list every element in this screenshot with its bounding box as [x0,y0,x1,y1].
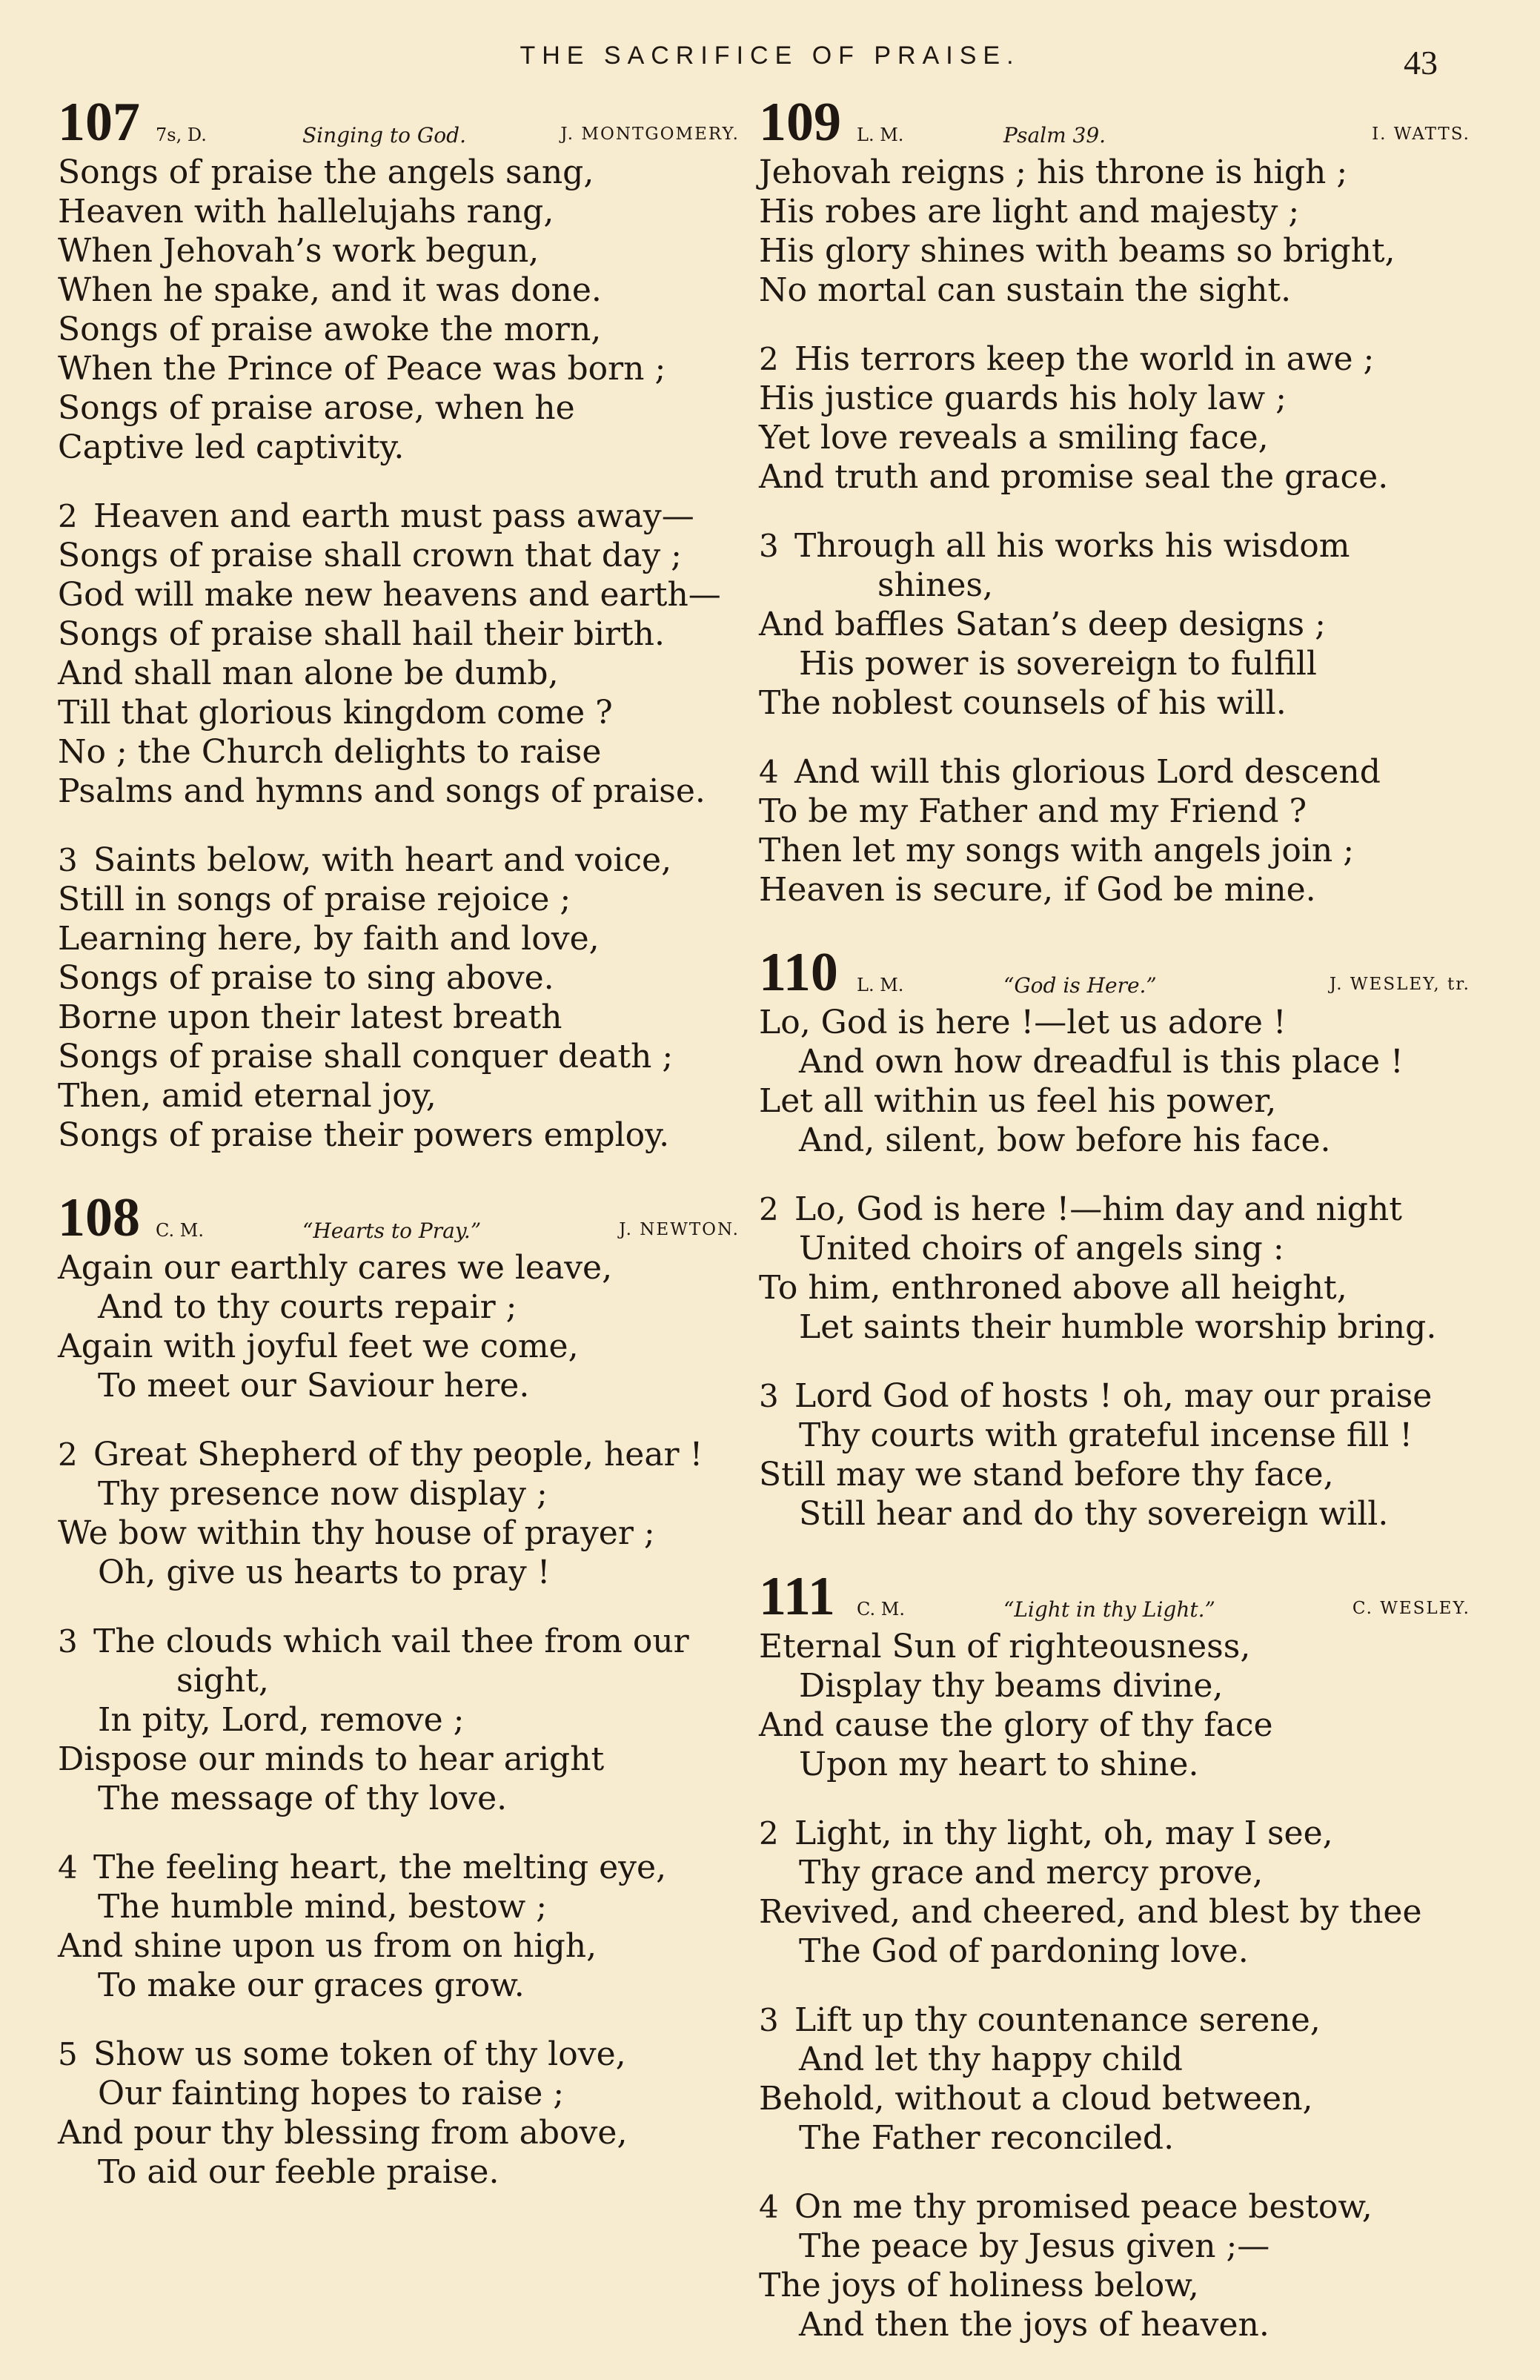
verse-line [759,2001,1470,2040]
page-header [0,42,1540,82]
verse-text: The clouds which vail thee from our [93,1622,689,1660]
verse-line [759,566,1470,605]
verse-text: To make our graces grow. [98,1966,525,2004]
verse [759,752,1470,909]
verse-text: Songs of praise shall hail their birth. [58,615,665,653]
verse-line [759,457,1470,497]
verse-text: Heaven and earth must pass away— [93,497,694,535]
verse-line [759,379,1470,418]
verse [759,1190,1470,1347]
verse-text: United choirs of angels sing : [799,1230,1284,1267]
hymn-number: 110 [759,942,838,1003]
verse [759,1003,1470,1160]
verse-line [58,958,740,998]
verse-text: And let thy happy child [799,2041,1183,2078]
verse-line [759,1666,1470,1706]
verse-line [58,1514,740,1553]
verse [58,1622,740,1818]
verse [58,2035,740,2192]
verse-text: shines, [877,566,993,604]
verse [759,2187,1470,2344]
verse-text: Revived, and cheered, and blest by thee [759,1893,1422,1931]
hymn-header [58,92,740,153]
verse-text: Let saints their humble worship bring. [799,1308,1437,1346]
hymn-number: 107 [58,92,140,153]
verse-number: 4 [759,2189,779,2225]
verse-text: Songs of praise shall crown that day ; [58,537,682,574]
verse-text: His power is sovereign to fulfill [799,645,1317,683]
verse-line [759,153,1470,192]
verse-line [58,693,740,732]
verse-line [759,192,1470,231]
verse-text: And baffles Satan’s deep designs ; [759,606,1326,643]
verse-text: Saints below, with heart and voice, [93,841,672,879]
verse-text: Songs of praise arose, when he [58,389,575,427]
verse-line [58,1366,740,1405]
verse-line [759,1853,1470,1892]
hymn [759,92,1470,909]
hymn-author: C. WESLEY. [1352,1599,1470,1618]
verse-line [58,2074,740,2113]
verse-text: Thy presence now display ; [98,1475,548,1513]
verse-text: Behold, without a cloud between, [759,2080,1313,2118]
verse-text: Light, in thy light, oh, may I see, [794,1814,1333,1852]
verse-text: Thy courts with grateful incense fill ! [799,1416,1413,1454]
hymn [759,1566,1470,2344]
verse-text: Great Shepherd of thy people, hear ! [93,1436,703,1474]
verse-number: 4 [759,754,779,790]
verse-line [759,1494,1470,1534]
verse-text: His glory shines with beams so bright, [759,232,1395,270]
verse [759,526,1470,723]
verse-number: 2 [58,498,78,534]
verse-line [759,1416,1470,1455]
hymn [759,942,1470,1534]
verse-line [759,2079,1470,2118]
verse-line [759,644,1470,683]
verse-line [759,1190,1470,1229]
verse-line [759,1455,1470,1494]
verse-text: Through all his works his wisdom [794,527,1350,565]
page-number: 43 [1404,44,1438,82]
verse-text: Still in songs of praise rejoice ; [58,881,571,918]
verse-text: No mortal can sustain the sight. [759,271,1292,309]
verse-text: And, silent, bow before his face. [799,1121,1331,1159]
verse-text: And shine upon us from on high, [58,1927,597,1965]
verse-line [759,2266,1470,2305]
verse-text: To him, enthroned above all height, [759,1269,1347,1307]
hymn-title: “God is Here.” [1003,973,1157,998]
verse-number: 2 [759,1815,779,1852]
verse-line [759,2118,1470,2158]
hymn-header [58,1187,740,1248]
hymn-header [759,92,1470,153]
verse-text: And shall man alone be dumb, [58,654,559,692]
verse-line [58,271,740,310]
verse-line [58,1848,740,1887]
verse-line [759,752,1470,792]
verse-line [759,2305,1470,2344]
verse-line [58,428,740,467]
verse-line [58,192,740,231]
verse-line [759,683,1470,723]
verse-text: And will this glorious Lord descend [794,753,1381,791]
verse-text: Psalms and hymns and songs of praise. [58,772,706,810]
verse-line [759,1081,1470,1121]
verse-text: Songs of praise their powers employ. [58,1116,670,1154]
verse [58,497,740,811]
verse-line [58,1887,740,1926]
verse-line [58,1661,740,1700]
verse-text: Again our earthly cares we leave, [58,1249,613,1287]
verse-text: Yet love reveals a smiling face, [759,419,1269,457]
verse [58,1248,740,1405]
verse-line [58,575,740,614]
verse-line [58,1037,740,1076]
verse-text: Songs of praise to sing above. [58,959,554,997]
verse [759,2001,1470,2158]
verse-text: The Father reconciled. [799,2119,1175,2157]
verse-text: sight, [176,1662,269,1700]
verse-line [58,880,740,919]
verse-text: The joys of holiness below, [759,2267,1199,2304]
left-column [58,92,740,2227]
verse-line [58,2035,740,2074]
verse-number: 3 [58,1623,78,1660]
verse-text: God will make new heavens and earth— [58,576,721,614]
verse-number: 3 [759,1378,779,1414]
verse-line [58,1740,740,1779]
verse-line [759,339,1470,379]
verse-line [58,310,740,349]
verse-number: 3 [759,2002,779,2038]
verse [759,339,1470,497]
verse-line [759,271,1470,310]
verse-line [58,614,740,654]
verse-text: Let all within us feel his power, [759,1082,1277,1120]
verse [759,1376,1470,1534]
verse-line [759,870,1470,909]
verse-line [759,1003,1470,1042]
verse-line [58,153,740,192]
verse-line [58,1474,740,1514]
right-column [759,92,1470,2380]
verse-text: When he spake, and it was done. [58,271,602,309]
verse-line [58,1327,740,1366]
hymn-author: J. NEWTON. [619,1220,740,1239]
verse-line [58,1622,740,1661]
verse-line [58,1553,740,1592]
hymn-meter: L. M. [857,975,904,995]
verse-line [759,1627,1470,1666]
verse-line [759,2227,1470,2266]
verse-line [759,605,1470,644]
verse-line [759,1814,1470,1853]
verse-text: Heaven with hallelujahs rang, [58,193,554,231]
verse-text: The humble mind, bestow ; [98,1888,548,1926]
verse-line [58,1966,740,2005]
verse-line [58,1248,740,1287]
verse-line [58,919,740,958]
verse-text: Lift up thy countenance serene, [794,2001,1321,2039]
hymn-header [759,1566,1470,1627]
verse-text: And then the joys of heaven. [799,2306,1269,2344]
verse-line [58,841,740,880]
verse-text: Borne upon their latest breath [58,998,562,1036]
verse-number: 3 [58,842,78,878]
verse-text: When the Prince of Peace was born ; [58,350,666,388]
verse-text: Oh, give us hearts to pray ! [98,1554,551,1591]
verse [759,1814,1470,1971]
verse-line [759,2040,1470,2079]
verse-number: 2 [759,1191,779,1227]
verse-line [759,418,1470,457]
verse-line [58,1926,740,1966]
verse-line [58,1435,740,1474]
verse-line [58,2152,740,2192]
hymn-title: Psalm 39. [1003,123,1106,147]
verse-line [759,1745,1470,1784]
hymn-author: J. MONTGOMERY. [560,125,740,144]
verse-text: To aid our feeble praise. [98,2153,499,2191]
hymn-title: Singing to God. [302,123,466,147]
verse-line [759,526,1470,566]
verse-text: Then let my songs with angels join ; [759,832,1355,869]
verse-text: His justice guards his holy law ; [759,379,1287,417]
verse [759,153,1470,310]
verse-line [759,231,1470,271]
verse-text: Captive led captivity. [58,428,405,466]
verse-text: The feeling heart, the melting eye, [93,1849,667,1886]
hymn-meter: C. M. [156,1220,204,1241]
verse-text: His terrors keep the world in awe ; [794,340,1375,378]
verse-text: Upon my heart to shine. [799,1746,1199,1783]
verse-text: Eternal Sun of righteousness, [759,1628,1251,1665]
verse-line [759,1892,1470,1932]
verse-number: 5 [58,2036,78,2072]
verse-line [58,231,740,271]
verse-line [58,1287,740,1327]
verse [58,153,740,467]
hymn-number: 111 [759,1566,835,1627]
verse-text: The noblest counsels of his will. [759,684,1287,722]
verse-text: The peace by Jesus given ;— [799,2227,1270,2265]
hymn-header [759,942,1470,1003]
verse-line [759,1229,1470,1268]
verse-line [759,792,1470,831]
verse-text: To meet our Saviour here. [98,1367,530,1405]
verse-line [759,1307,1470,1347]
hymn-meter: 7s, D. [156,125,207,145]
verse [58,1848,740,2005]
verse-text: Show us some token of thy love, [93,2035,626,2073]
verse-line [58,772,740,811]
verse-text: Lo, God is here !—him day and night [794,1190,1402,1228]
verse-text: And pour thy blessing from above, [58,2114,628,2152]
verse-text: His robes are light and majesty ; [759,193,1300,231]
hymn-title: “Hearts to Pray.” [302,1219,482,1243]
verse-line [759,831,1470,870]
verse-text: When Jehovah’s work begun, [58,232,540,270]
verse-text: And own how dreadful is this place ! [799,1043,1404,1081]
verse-text: And truth and promise seal the grace. [759,458,1389,496]
verse-text: On me thy promised peace bestow, [794,2188,1373,2226]
verse-text: Thy grace and mercy prove, [799,1854,1264,1892]
verse [58,1435,740,1592]
verse-text: Display thy beams divine, [799,1667,1224,1705]
verse-line [58,1076,740,1116]
hymn-meter: C. M. [857,1599,905,1620]
verse-text: To be my Father and my Friend ? [759,792,1307,830]
verse-text: Lo, God is here !—let us adore ! [759,1004,1287,1041]
verse-text: Songs of praise shall conquer death ; [58,1038,674,1075]
verse-line [759,1932,1470,1971]
verse-line [759,1042,1470,1081]
verse-line [58,1700,740,1740]
verse-text: The God of pardoning love. [799,1932,1249,1970]
verse-text: The message of thy love. [98,1780,508,1817]
hymn-meter: L. M. [857,125,904,145]
verse-text: Our fainting hopes to raise ; [98,2075,565,2112]
verse-line [759,1268,1470,1307]
verse-number: 3 [759,528,779,564]
verse-text: Dispose our minds to hear aright [58,1740,605,1778]
verse-line [759,1121,1470,1160]
verse-line [759,1376,1470,1416]
verse-number: 2 [58,1436,78,1473]
verse-line [58,349,740,388]
verse-text: Then, amid eternal joy, [58,1077,437,1115]
verse-text: In pity, Lord, remove ; [98,1701,465,1739]
verse-line [58,998,740,1037]
verse-text: And to thy courts repair ; [98,1288,517,1326]
hymn-author: I. WATTS. [1372,125,1470,144]
hymn [58,1187,740,2192]
verse-line [58,1116,740,1155]
hymn-number: 109 [759,92,841,153]
verse-number: 2 [759,341,779,377]
verse-line [58,2113,740,2152]
hymn-author: J. WESLEY, tr. [1329,975,1470,994]
verse-line [58,654,740,693]
verse-text: Still may we stand before thy face, [759,1456,1334,1494]
verse-line [58,536,740,575]
verse-text: No ; the Church delights to raise [58,733,602,771]
verse-line [58,732,740,772]
verse-text: Lord God of hosts ! oh, may our praise [794,1377,1433,1415]
verse-text: Songs of praise the angels sang, [58,153,594,191]
verse-text: We bow within thy house of prayer ; [58,1514,655,1552]
verse-text: Again with joyful feet we come, [58,1327,579,1365]
verse-text: Still hear and do thy sovereign will. [799,1495,1389,1533]
verse-text: Jehovah reigns ; his throne is high ; [759,153,1348,191]
verse-line [58,1779,740,1818]
hymn-number: 108 [58,1187,140,1248]
verse-text: Till that glorious kingdom come ? [58,694,613,732]
verse [759,1627,1470,1784]
verse-line [759,1706,1470,1745]
verse-number: 4 [58,1849,78,1886]
verse-text: Learning here, by faith and love, [58,920,600,958]
verse-text: Heaven is secure, if God be mine. [759,871,1316,909]
hymn-title: “Light in thy Light.” [1003,1597,1215,1622]
verse [58,841,740,1155]
hymn [58,92,740,1155]
verse-line [58,497,740,536]
verse-text: And cause the glory of thy face [759,1706,1273,1744]
verse-text: Songs of praise awoke the morn, [58,311,602,348]
running-title: THE SACRIFICE OF PRAISE. [520,42,1020,70]
verse-line [759,2187,1470,2227]
verse-line [58,388,740,428]
